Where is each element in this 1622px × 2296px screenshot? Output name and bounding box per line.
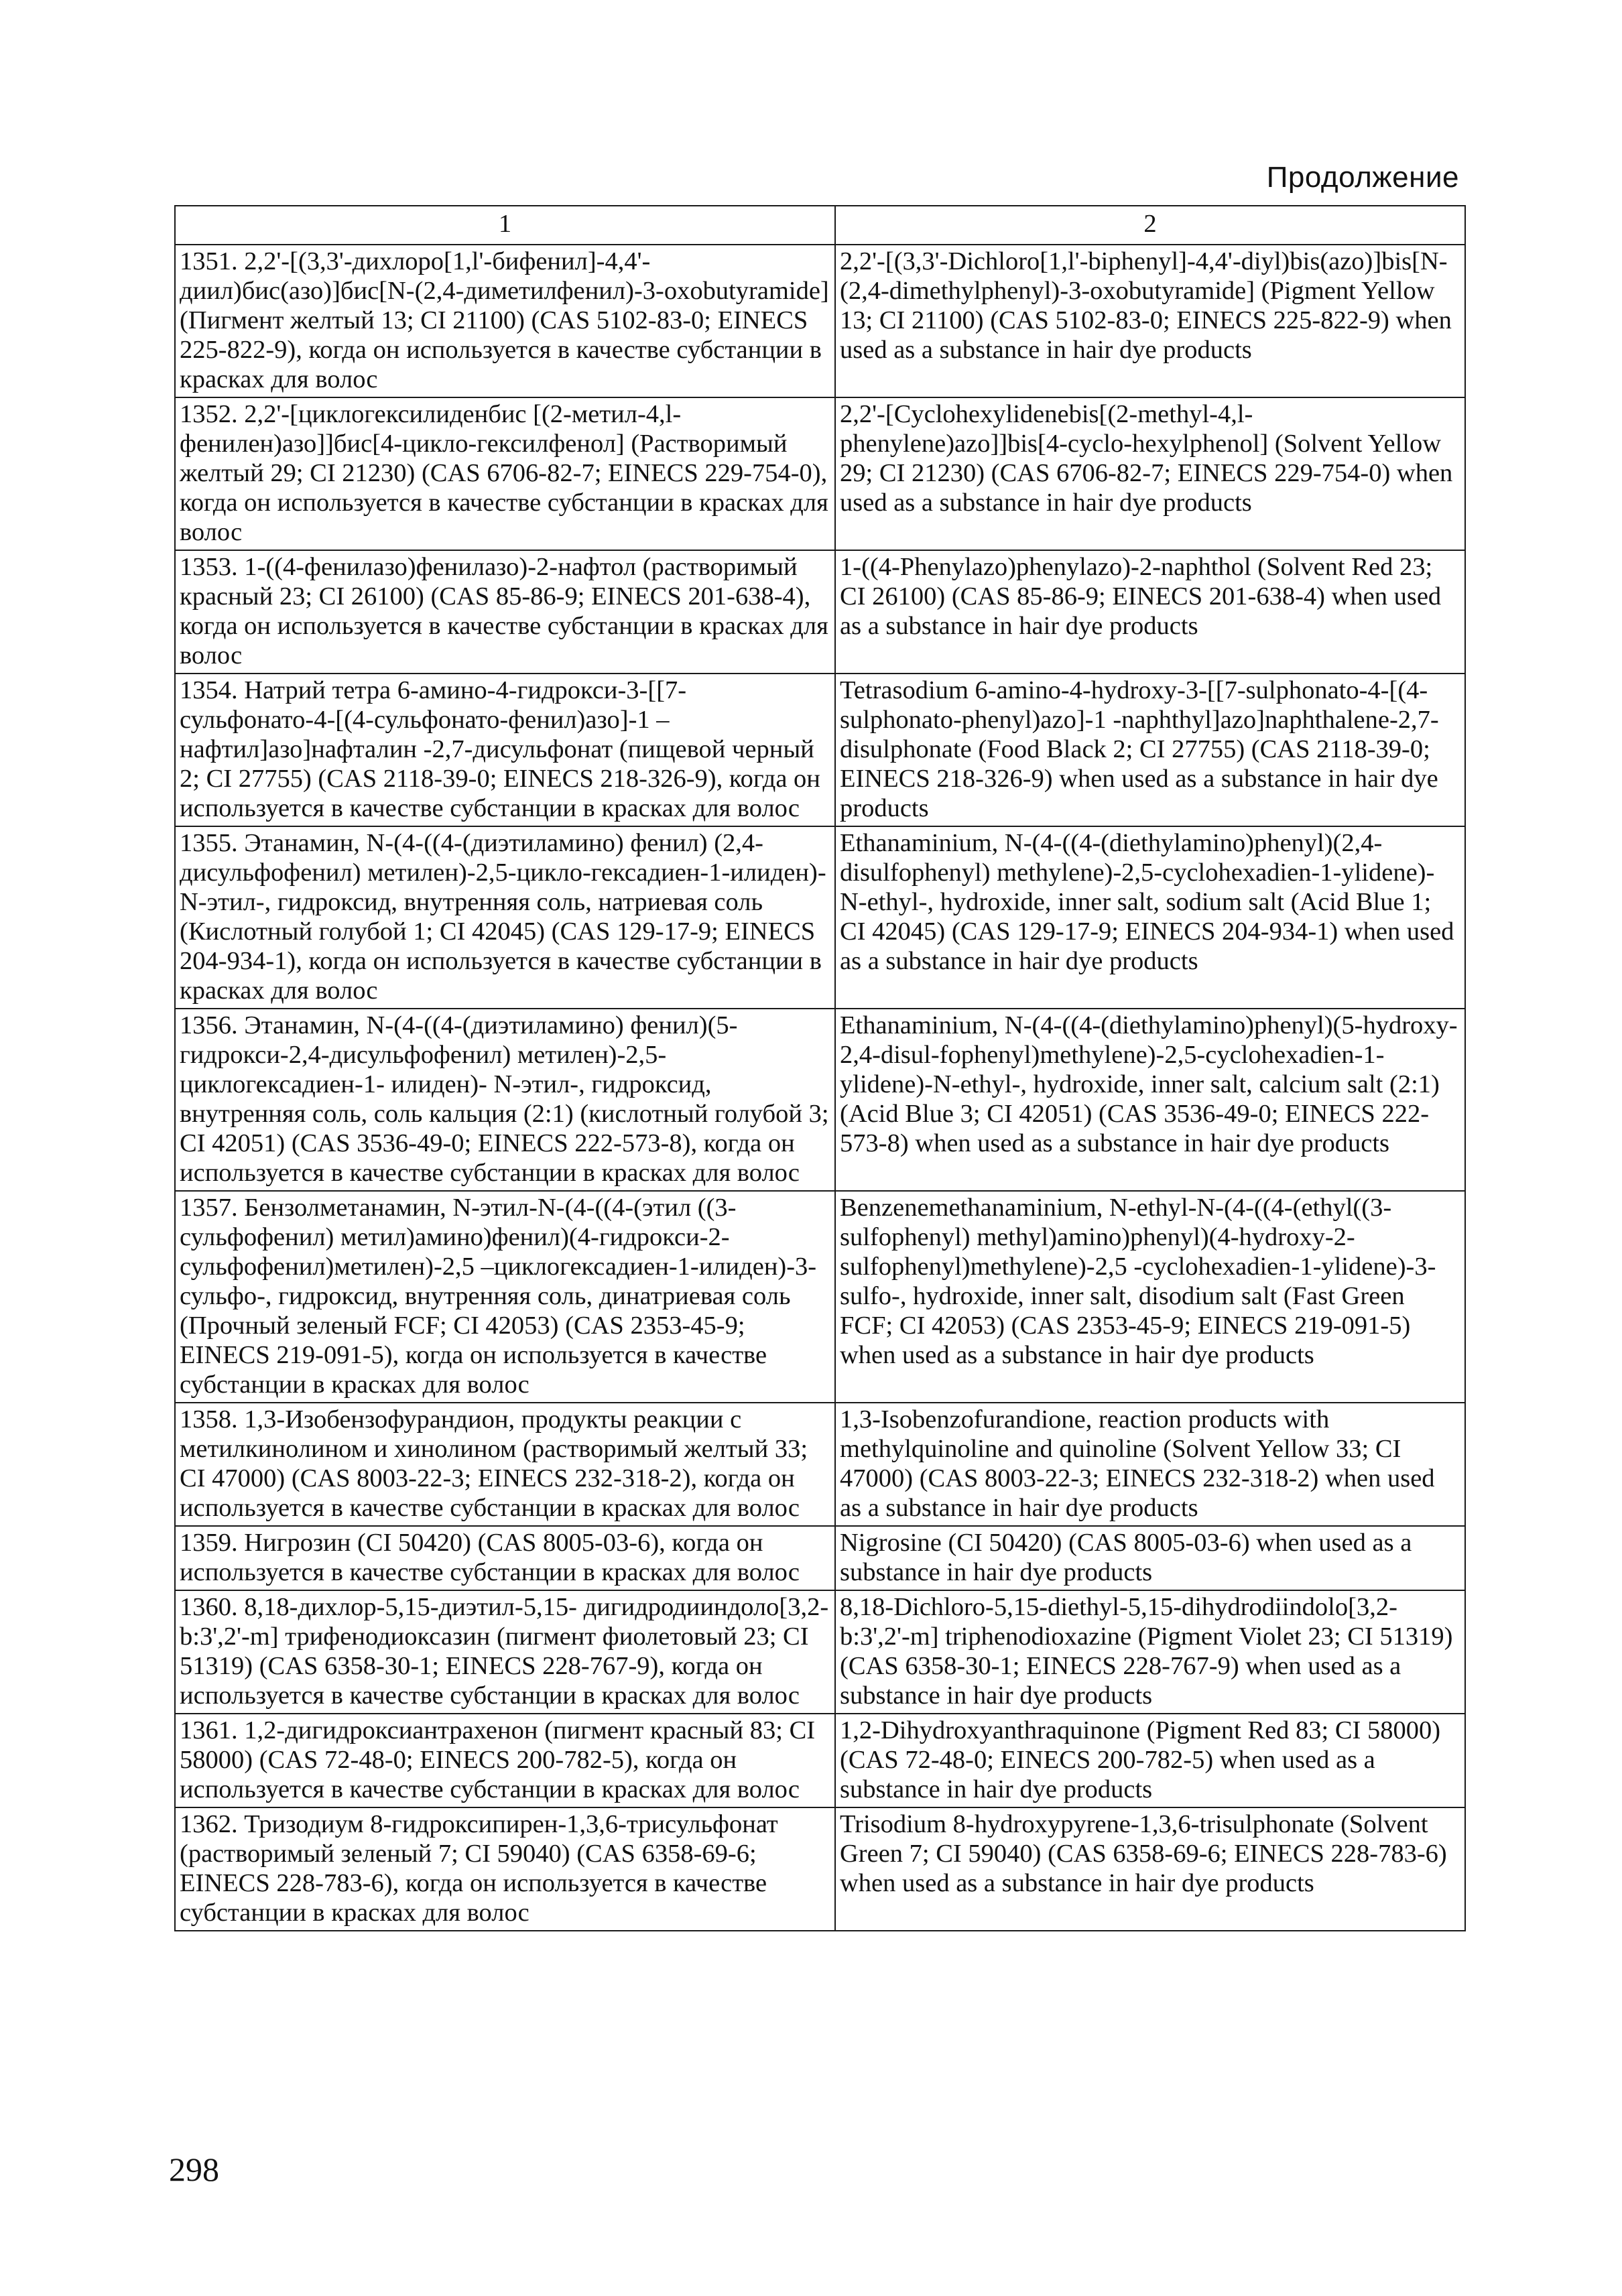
cell-english: Benzenemethanaminium, N-ethyl-N-(4-((4-(ethyl((3-sulfophenyl) methyl)amino)phenyl)(4-hydroxy-2-sulfophenyl)methylene)-2,5 -cyclohexadien-1-ylidene)-3-sulfo-, hydroxide, inner salt, disodium salt (Fast Green FCF; CI 42053) (CAS 2353-45-9; EINECS 219-091-5) when used as a substance in hair dye products: [835, 1191, 1465, 1403]
table-row: [175, 1403, 1465, 1526]
table-row: [175, 674, 1465, 826]
cell-russian: 1352. 2,2'-[циклогексилиденбис [(2-метил-4,l-фенилен)азо]]бис[4-цикло-гексилфенол] (Растворимый желтый 29; CI 21230) (CAS 6706-82-7; EINECS 229-754-0), когда он используется в качестве субстанции в красках для волос: [175, 397, 835, 550]
cell-russian: 1358. 1,3-Изобензофурандион, продукты реакции с метилкинолином и хинолином (растворимый желтый 33; CI 47000) (CAS 8003-22-3; EINECS 232-318-2), когда он используется в качестве субстанции в красках для волос: [175, 1403, 835, 1526]
page-number: 298: [169, 2151, 219, 2188]
column-header-2: 2: [835, 206, 1465, 245]
cell-russian: 1359. Нигрозин (CI 50420) (CAS 8005-03-6), когда он используется в качестве субстанции в красках для волос: [175, 1526, 835, 1590]
table-header-row: [175, 206, 1465, 245]
cell-english: 2,2'-[(3,3'-Dichloro[1,l'-biphenyl]-4,4'-diyl)bis(azo)]bis[N-(2,4-dimethylphenyl)-3-oxobutyramide] (Pigment Yellow 13; CI 21100) (CAS 5102-83-0; EINECS 225-822-9) when used as a substance in hair dye products: [835, 245, 1465, 397]
cell-russian: 1356. Этанамин, N-(4-((4-(диэтиламино) фенил)(5-гидрокси-2,4-дисульфофенил) метилен)-2,5-циклогексадиен-1- илиден)- N-этил-, гидроксид, внутренняя соль, соль кальция (2:1) (кислотный голубой 3; CI 42051) (CAS 3536-49-0; EINECS 222-573-8), когда он используется в качестве субстанции в красках для волос: [175, 1009, 835, 1191]
continuation-label: Продолжение: [1266, 161, 1459, 194]
substances-table: [174, 205, 1466, 1931]
table-row: [175, 1807, 1465, 1931]
cell-russian: 1360. 8,18-дихлор-5,15-диэтил-5,15- дигидродииндоло[3,2-b:3',2'-m] трифенодиоксазин (пигмент фиолетовый 23; CI 51319) (CAS 6358-30-1; EINECS 228-767-9), когда он используется в качестве субстанции в красках для волос: [175, 1590, 835, 1714]
table-row: [175, 550, 1465, 674]
cell-english: Tetrasodium 6-amino-4-hydroxy-3-[[7-sulphonato-4-[(4-sulphonato-phenyl)azo]-1 -naphthyl]azo]naphthalene-2,7-disulphonate (Food Black 2; CI 27755) (CAS 2118-39-0; EINECS 218-326-9) when used as a substance in hair dye products: [835, 674, 1465, 826]
table-row: [175, 826, 1465, 1009]
table-row: [175, 1009, 1465, 1191]
cell-russian: 1357. Бензолметанамин, N-этил-N-(4-((4-(этил ((3-сульфофенил) метил)амино)фенил)(4-гидрокси-2-сульфофенил)метилен)-2,5 –циклогексадиен-1-илиден)-3-сульфо-, гидроксид, внутренняя соль, динатриевая соль (Прочный зеленый FCF; CI 42053) (CAS 2353-45-9; EINECS 219-091-5), когда он используется в качестве субстанции в красках для волос: [175, 1191, 835, 1403]
cell-russian: 1354. Натрий тетра 6-амино-4-гидрокси-3-[[7-сульфонато-4-[(4-сульфонато-фенил)азо]-1 – нафтил]азо]нафталин -2,7-дисульфонат (пищевой черный 2; CI 27755) (CAS 2118-39-0; EINECS 218-326-9), когда он используется в качестве субстанции в красках для волос: [175, 674, 835, 826]
cell-english: Nigrosine (CI 50420) (CAS 8005-03-6) when used as a substance in hair dye products: [835, 1526, 1465, 1590]
table-row: [175, 1191, 1465, 1403]
cell-english: 8,18-Dichloro-5,15-diethyl-5,15-dihydrodiindolo[3,2-b:3',2'-m] triphenodioxazine (Pigment Violet 23; CI 51319) (CAS 6358-30-1; EINECS 228-767-9) when used as a substance in hair dye products: [835, 1590, 1465, 1714]
cell-russian: 1351. 2,2'-[(3,3'-дихлоро[1,l'-бифенил]-4,4'-диил)бис(азо)]бис[N-(2,4-диметилфенил)-3-oxobutyramide] (Пигмент желтый 13; CI 21100) (CAS 5102-83-0; EINECS 225-822-9), когда он используется в качестве субстанции в красках для волос: [175, 245, 835, 397]
cell-english: Ethanaminium, N-(4-((4-(diethylamino)phenyl)(2,4-disulfophenyl) methylene)-2,5-cyclohexadien-1-ylidene)-N-ethyl-, hydroxide, inner salt, sodium salt (Acid Blue 1; CI 42045) (CAS 129-17-9; EINECS 204-934-1) when used as a substance in hair dye products: [835, 826, 1465, 1009]
column-header-1: 1: [175, 206, 835, 245]
cell-russian: 1362. Тризодиум 8-гидроксипирен-1,3,6-трисульфонат (растворимый зеленый 7; CI 59040) (CAS 6358-69-6; EINECS 228-783-6), когда он используется в качестве субстанции в красках для волос: [175, 1807, 835, 1931]
cell-russian: 1361. 1,2-дигидроксиантрахенон (пигмент красный 83; CI 58000) (CAS 72-48-0; EINECS 200-782-5), когда он используется в качестве субстанции в красках для волос: [175, 1714, 835, 1807]
table-row: [175, 1526, 1465, 1590]
cell-english: 1,3-Isobenzofurandione, reaction products with methylquinoline and quinoline (Solvent Yellow 33; CI 47000) (CAS 8003-22-3; EINECS 232-318-2) when used as a substance in hair dye products: [835, 1403, 1465, 1526]
cell-russian: 1355. Этанамин, N-(4-((4-(диэтиламино) фенил) (2,4-дисульфофенил) метилен)-2,5-цикло-гексадиен-1-илиден)-N-этил-, гидроксид, внутренняя соль, натриевая соль (Кислотный голубой 1; CI 42045) (CAS 129-17-9; EINECS 204-934-1), когда он используется в качестве субстанции в красках для волос: [175, 826, 835, 1009]
table-row: [175, 1714, 1465, 1807]
table-row: [175, 397, 1465, 550]
table-row: [175, 245, 1465, 397]
cell-english: 1-((4-Phenylazo)phenylazo)-2-naphthol (Solvent Red 23; CI 26100) (CAS 85-86-9; EINECS 201-638-4) when used as a substance in hair dye products: [835, 550, 1465, 674]
cell-english: Trisodium 8-hydroxypyrene-1,3,6-trisulphonate (Solvent Green 7; CI 59040) (CAS 6358-69-6; EINECS 228-783-6) when used as a substance in hair dye products: [835, 1807, 1465, 1931]
cell-english: Ethanaminium, N-(4-((4-(diethylamino)phenyl)(5-hydroxy-2,4-disul-fophenyl)methylene)-2,5-cyclohexadien-1-ylidene)-N-ethyl-, hydroxide, inner salt, calcium salt (2:1) (Acid Blue 3; CI 42051) (CAS 3536-49-0; EINECS 222-573-8) when used as a substance in hair dye products: [835, 1009, 1465, 1191]
table-row: [175, 1590, 1465, 1714]
cell-english: 2,2'-[Cyclohexylidenebis[(2-methyl-4,l-phenylene)azo]]bis[4-cyclo-hexylphenol] (Solvent Yellow 29; CI 21230) (CAS 6706-82-7; EINECS 229-754-0) when used as a substance in hair dye products: [835, 397, 1465, 550]
cell-russian: 1353. 1-((4-фенилазо)фенилазо)-2-нафтол (растворимый красный 23; CI 26100) (CAS 85-86-9; EINECS 201-638-4), когда он используется в качестве субстанции в красках для волос: [175, 550, 835, 674]
cell-english: 1,2-Dihydroxyanthraquinone (Pigment Red 83; CI 58000) (CAS 72-48-0; EINECS 200-782-5) when used as a substance in hair dye products: [835, 1714, 1465, 1807]
